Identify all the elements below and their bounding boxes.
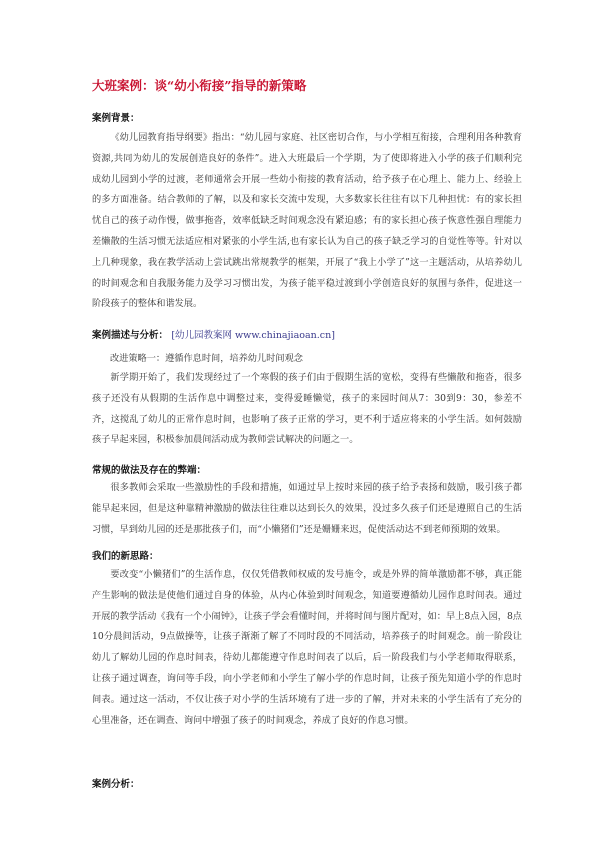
- paragraph-common-practice: 很多教师会采取一些激励性的手段和措施，如通过早上按时来园的孩子给予表扬和鼓励，吸引孩子都能早起来园，但是这种靠精神激励的做法往往难以达到长久的效果，没过多久孩子们还是遵照自己的生活习惯，早到幼儿园的还是那批孩子们，而“小懒猪们”还是姗姗来迟，促使活动达不到老师预期的效果。: [92, 482, 522, 535]
- section-heading-case-analysis: 案例分析：: [92, 779, 140, 790]
- section-heading-background: 案例背景：: [92, 113, 140, 124]
- paragraph-new-approach: 要改变“小懒猪们”的生活作息，仅仅凭借教师权威的发号施令，或是外界的简单激励都不够，真正能产生影响的做法是使他们通过自身的体验，从内心体验到时间观念，知道要遵循幼儿园作息时间表。通过开展的教学活动《我有一个小闹钟》，让孩子学会看懂时间，并将时间与图片配对，如：早上8点入园，8点10分晨间活动，9点做操等，让孩子渐渐了解了不同时段的不同活动，培养孩子的时间观念。前一阶段让幼儿了解幼儿园的作息时间表，待幼儿都能遵守作息时间表了以后，后一阶段我们与小学老师取得联系，让孩子通过调查，询问等手段，向小学老师和小学生了解小学的作息时间，让孩子预先知道小学的作息时间表。通过这一活动，不仅让孩子对小学的生活环境有了进一步的了解，并对未来的小学生活有了充分的心里准备，还在调查、询问中增强了孩子的时间观念，养成了良好的作息习惯。: [92, 569, 522, 726]
- paragraph-description: 新学期开始了，我们发现经过了一个寒假的孩子们由于假期生活的宽松，变得有些懒散和拖沓，很多孩子还没有从假期的生活作息中调整过来，变得爱睡懒觉，孩子的来园时间从7：30到9：30，参差不齐，这搅乱了幼儿的正常作息时间，也影响了孩子正常的学习，更不利于适应将来的小学生活。如何鼓励孩子早起来园，积极参加晨间活动成为教师尝试解决的问题之一。: [92, 372, 522, 446]
- section-heading-common-practice: 常规的做法及存在的弊端：: [92, 465, 207, 476]
- site-link[interactable]: [幼儿园教案网 www.chinajiaoan.cn]: [171, 330, 335, 341]
- paragraph-background: 《幼儿园教育指导纲要》指出：“幼儿园与家庭、社区密切合作，与小学相互衔接，合理利用各种教育资源,共同为幼儿的发展创造良好的条件”。进入大班最后一个学期，为了使即将进入小学的孩子们顺利完成幼儿园到小学的过渡，老师通常会开展一些幼小衔接的教育活动，给予孩子在心理上、能力上、经验上的多方面准备。结合教师的了解，以及和家长交流中发现，大多数家长往往有以下几种担忧：有的家长担忧自己的孩子动作慢，做事拖沓，效率低缺乏时间观念没有紧迫感；有的家长担心孩子恢意性强自理能力差懒散的生活习惯无法适应相对紧张的小学生活,也有家长认为自己的孩子缺乏学习的自觉性等等。针对以上几种现象，我在教学活动上尝试跳出常规教学的框架，开展了“我上小学了”这一主题活动，从培养幼儿的时间观念和自我服务能力及学习习惯出发，为孩子能平稳过渡到小学创造良好的氛围与条件，促进这一阶段孩子的整体和谐发展。: [92, 132, 522, 310]
- section-heading-description: [92, 327, 335, 341]
- section-heading-description-label: 案例描述与分析：: [92, 330, 169, 341]
- document-title: 大班案例：谈“幼小衔接”指导的新策略: [92, 78, 307, 93]
- strategy-subheading: 改进策略一：遵循作息时间，培养幼儿时间观念: [110, 353, 303, 364]
- section-heading-new-approach: 我们的新思路：: [92, 551, 159, 562]
